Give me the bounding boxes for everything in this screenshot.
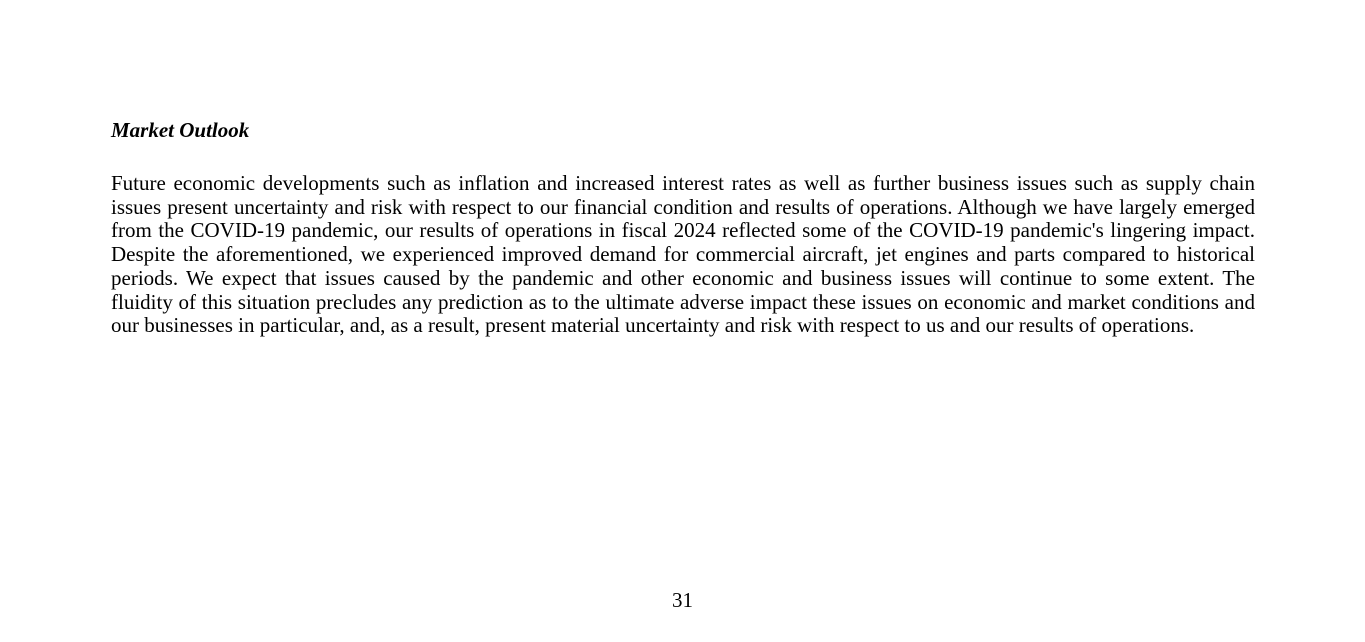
page-number: 31 bbox=[672, 588, 693, 612]
document-content bbox=[111, 118, 1255, 338]
body-paragraph: Future economic developments such as inflation and increased interest rates as well as further business issues such as supply chain issues present uncertainty and risk with respect to our financial condition and results of operations. Although we have largely emerged from the COVID-19 pandemic, our results of operations in fiscal 2024 reflected some of the COVID-19 pandemic's lingering impact. Despite the aforementioned, we experienced improved demand for commercial aircraft, jet engines and parts compared to historical periods. We expect that issues caused by the pandemic and other economic and business issues will continue to some extent. The fluidity of this situation precludes any prediction as to the ultimate adverse impact these issues on economic and market conditions and our businesses in particular, and, as a result, present material uncertainty and risk with respect to us and our results of operations. bbox=[111, 171, 1255, 338]
section-heading: Market Outlook bbox=[111, 118, 250, 142]
